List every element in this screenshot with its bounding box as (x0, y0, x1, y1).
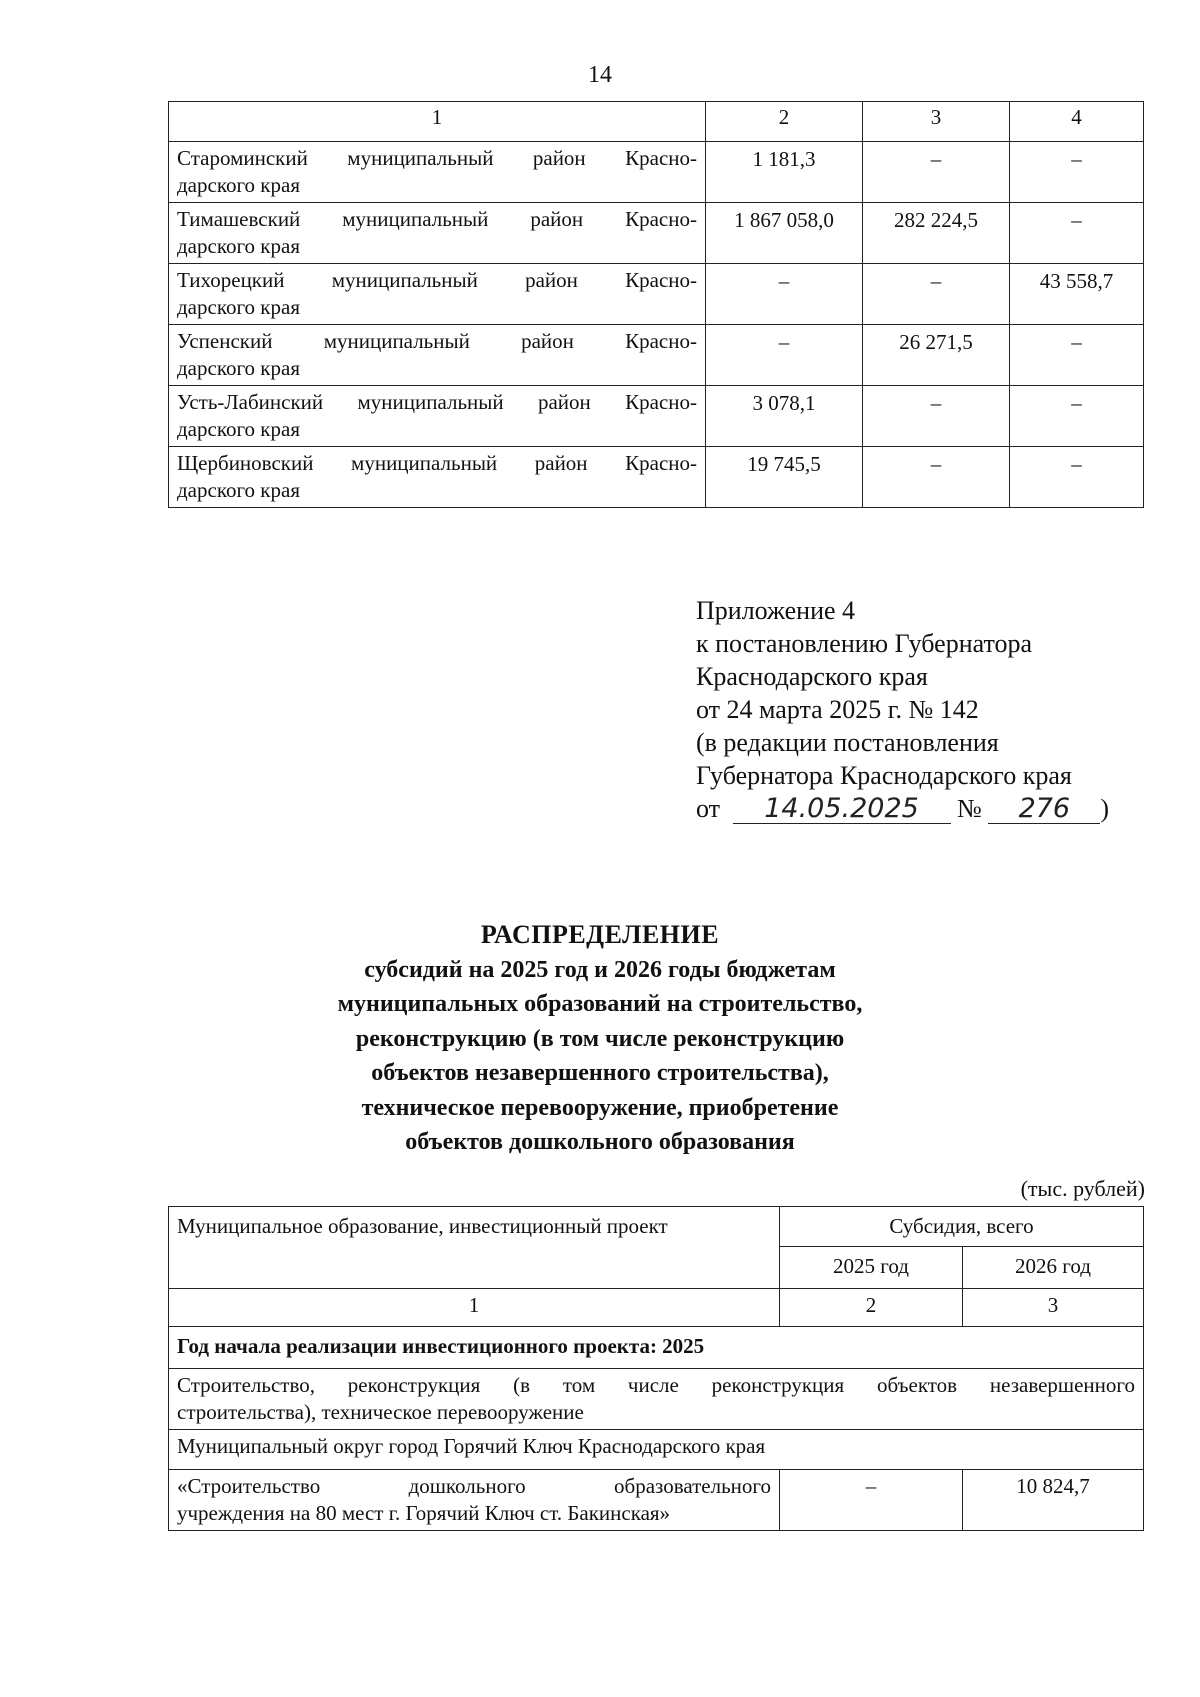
value-col3: 282 224,5 (863, 203, 1010, 264)
value-col4: – (1010, 386, 1144, 447)
value-col4: – (1010, 447, 1144, 508)
appendix-line: от 24 марта 2025 г. № 142 (696, 695, 979, 724)
section-row (169, 1430, 1144, 1470)
municipality-name: Успенский муниципальный район Красно- дарского края (169, 325, 706, 386)
header-subsidy-total: Субсидия, всего (780, 1207, 1144, 1247)
units-label: (тыс. рублей) (1020, 1176, 1145, 1201)
title-line: реконструкцию (в том числе реконструкцию (355, 1025, 845, 1052)
table-row (169, 325, 1144, 386)
table-row (169, 1470, 1144, 1531)
table-row (169, 264, 1144, 325)
value-col3: – (863, 264, 1010, 325)
value-col3: – (863, 386, 1010, 447)
handwritten-number: 276 (988, 795, 1100, 824)
column-numbers-row (169, 1289, 1144, 1327)
column-number-1: 1 (169, 1289, 780, 1327)
municipality-name: Староминский муниципальный район Красно- дарского края (169, 142, 706, 203)
table-header-row (169, 1207, 1144, 1247)
distribution-table (168, 1206, 1144, 1531)
value-col2: – (706, 264, 863, 325)
municipality-name: Тимашевский муниципальный район Красно- дарского края (169, 203, 706, 264)
column-number-4: 4 (1010, 102, 1144, 142)
value-col3: 26 271,5 (863, 325, 1010, 386)
section-row (169, 1327, 1144, 1369)
header-municipality-project: Муниципальное образование, инвестиционный проект (169, 1207, 780, 1289)
section-row (169, 1369, 1144, 1430)
column-number-3: 3 (963, 1289, 1144, 1327)
document-title (0, 918, 1200, 1160)
table-row (169, 447, 1144, 508)
value-col2: 19 745,5 (706, 447, 863, 508)
column-number-1: 1 (169, 102, 706, 142)
section-start-year: Год начала реализации инвестиционного проекта: 2025 (169, 1327, 1144, 1369)
column-number-3: 3 (863, 102, 1010, 142)
header-2026: 2026 год (963, 1247, 1144, 1289)
table-row (169, 203, 1144, 264)
value-col2: 1 867 058,0 (706, 203, 863, 264)
appendix-line: Краснодарского края (696, 662, 928, 691)
value-col4: – (1010, 142, 1144, 203)
title-line: субсидий на 2025 год и 2026 годы бюджетам (364, 956, 836, 983)
section-construction-type: Строительство, реконструкция (в том числе реконструкция объектов незавершенного строительства), техническое перевооружение (169, 1369, 1144, 1430)
value-col4: – (1010, 325, 1144, 386)
page-number: 14 (588, 62, 612, 88)
appendix-line: (в редакции постановления (696, 728, 999, 757)
column-number-2: 2 (780, 1289, 963, 1327)
appendix-block (696, 594, 1109, 825)
amendment-date-line (696, 792, 1109, 825)
table-row (169, 142, 1144, 203)
value-col2: 3 078,1 (706, 386, 863, 447)
column-number-2: 2 (706, 102, 863, 142)
title-main: РАСПРЕДЕЛЕНИЕ (480, 920, 720, 949)
value-col2: – (706, 325, 863, 386)
municipality-name: Усть-Лабинский муниципальный район Красно- дарского края (169, 386, 706, 447)
from-label: от (696, 794, 721, 823)
title-line: объектов дошкольного образования (405, 1129, 795, 1155)
municipality-row: Муниципальный округ город Горячий Ключ Краснодарского края (169, 1430, 1144, 1470)
handwritten-date: 14.05.2025 (733, 795, 951, 824)
header-2025: 2025 год (780, 1247, 963, 1289)
table-header-row (169, 102, 1144, 142)
value-col4: – (1010, 203, 1144, 264)
value-col3: – (863, 142, 1010, 203)
continuation-table (168, 101, 1144, 508)
close-paren: ) (1100, 794, 1110, 823)
project-value-2026: 10 824,7 (963, 1470, 1144, 1531)
project-name: «Строительство дошкольного образовательного учреждения на 80 мест г. Горячий Ключ ст. Бакинская» (169, 1470, 780, 1531)
table-row (169, 386, 1144, 447)
project-value-2025: – (780, 1470, 963, 1531)
appendix-line: к постановлению Губернатора (696, 629, 1033, 658)
appendix-line: Губернатора Краснодарского края (696, 761, 1072, 790)
title-line: муниципальных образований на строительство, (337, 991, 863, 1017)
municipality-name: Щербиновский муниципальный район Красно- дарского края (169, 447, 706, 508)
value-col3: – (863, 447, 1010, 508)
value-col4: 43 558,7 (1010, 264, 1144, 325)
appendix-line: Приложение 4 (696, 596, 856, 625)
value-col2: 1 181,3 (706, 142, 863, 203)
title-line: техническое перевооружение, приобретение (361, 1094, 839, 1121)
number-label: № (957, 794, 982, 823)
title-line: объектов незавершенного строительства), (371, 1060, 829, 1086)
municipality-name: Тихорецкий муниципальный район Красно- дарского края (169, 264, 706, 325)
